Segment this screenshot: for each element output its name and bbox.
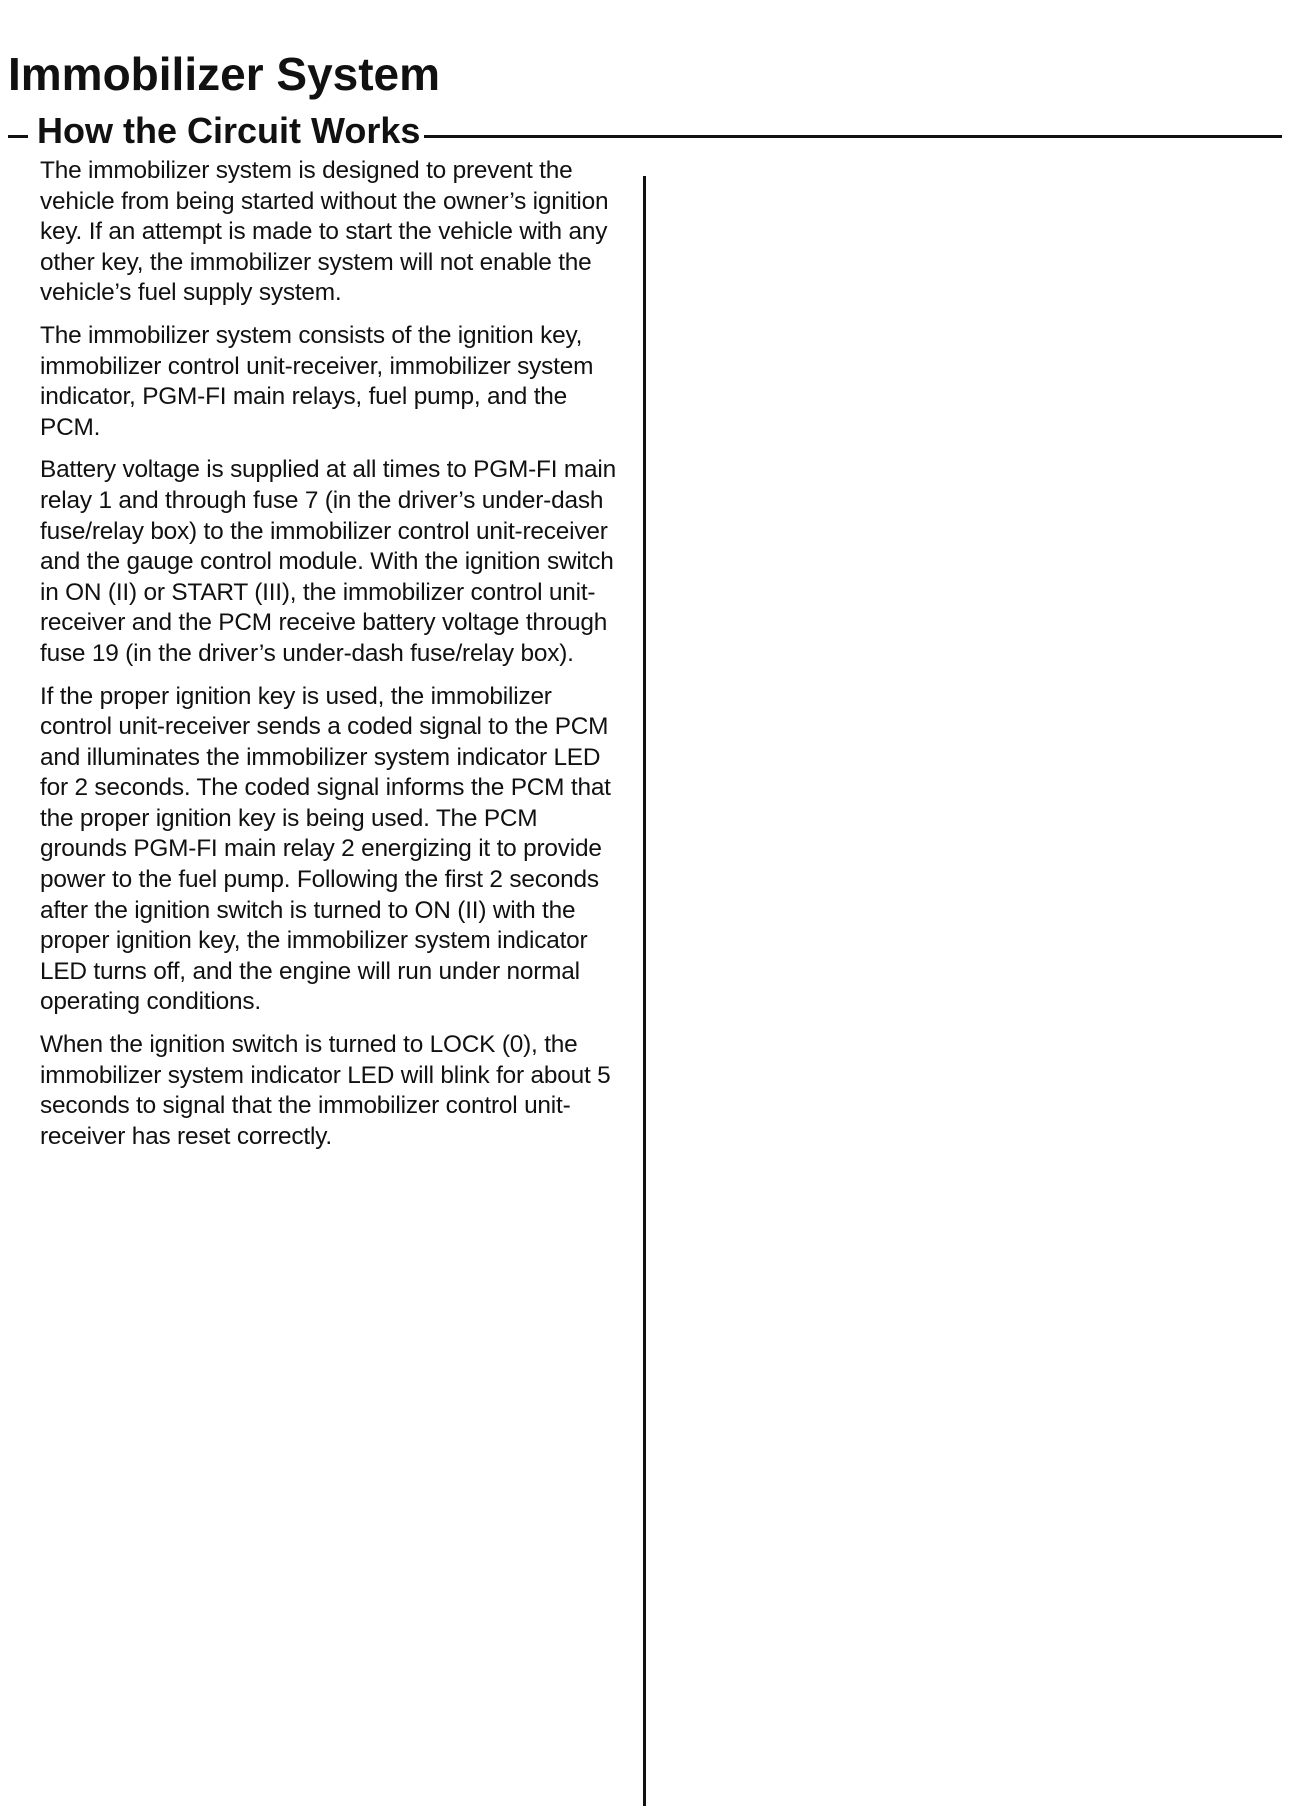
section-heading: How the Circuit Works [37,110,421,151]
column-divider [643,176,646,1806]
body-paragraph-1: The immobilizer system is designed to prevent the vehicle from being started without the owner’s ignition key. If an attempt is made to start the vehicle with any other key, the immobilizer system will not enable the vehicle’s fuel supply system. [40,157,609,307]
section-rule [424,135,1282,138]
section-lead-dash [8,135,28,138]
page-title: Immobilizer System [8,48,441,100]
body-paragraph-5: When the ignition switch is turned to LOCK (0), the immobilizer system indicator LED will blink for about 5 seconds to signal that the immobilizer control unit-receiver has reset correctly. [40,1031,611,1150]
body-paragraph-3: Battery voltage is supplied at all times to PGM-FI main relay 1 and through fuse 7 (in the driver’s under-dash fuse/relay box) to the immobilizer control unit-receiver and the gauge control module. With the ignition switch in ON (II) or START (III), the immobilizer control unit-receiver and the PCM receive battery voltage through fuse 19 (in the driver’s under-dash fuse/relay box). [40,456,616,667]
body-column [40,156,625,1164]
section-heading-row [8,106,1282,156]
body-paragraph-2: The immobilizer system consists of the ignition key, immobilizer control unit-receiver, immobilizer system indicator, PGM-FI main relays, fuel pump, and the PCM. [40,321,594,441]
body-paragraph-4: If the proper ignition key is used, the immobilizer control unit-receiver sends a coded signal to the PCM and illuminates the immobilizer system indicator LED for 2 seconds. The coded signal informs the PCM that the proper ignition key is being used. The PCM grounds PGM-FI main relay 2 energizing it to provide power to the fuel pump. Following the first 2 seconds after the ignition switch is turned to ON (II) with the proper ignition key, the immobilizer system indicator LED turns off, and the engine will run under normal operating conditions. [40,682,611,1016]
